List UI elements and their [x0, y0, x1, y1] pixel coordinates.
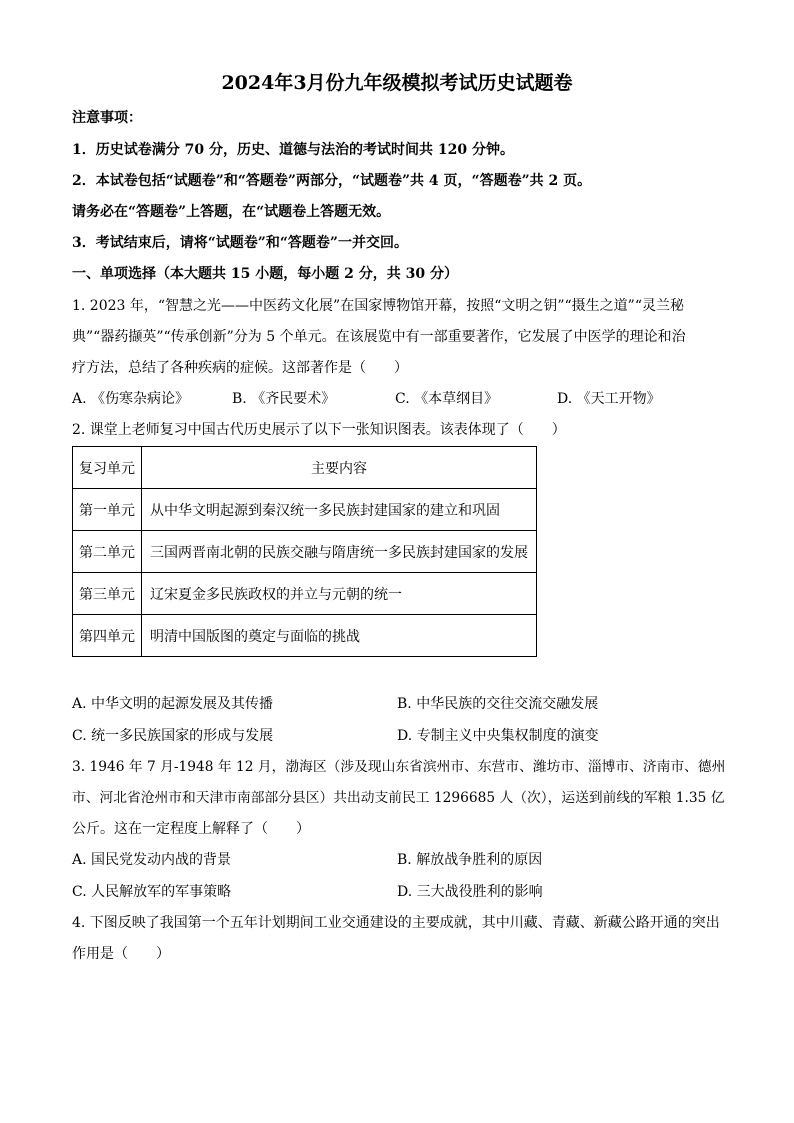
q4-stem-line-1: 4. 下图反映了我国第一个五年计划期间工业交通建设的主要成就，其中川藏、青藏、新藏公路开通的突出	[72, 915, 720, 931]
notice-item-2: 2．本试卷包括“试题卷”和“答题卷”两部分，“试题卷”共 4 页，“答题卷”共 2 页。	[72, 173, 592, 189]
table-cell-content: 三国两晋南北朝的民族交融与隋唐统一多民族封建国家的发展	[142, 531, 537, 573]
q3-stem-line-1: 3. 1946 年 7 月-1948 年 12 月，渤海区（涉及现山东省滨州市、东营市、潍坊市、淄博市、济南市、德州	[72, 759, 726, 775]
q3-option-b[interactable]: B. 解放战争胜利的原因	[397, 852, 543, 868]
q1-option-a[interactable]: A. 《伤寒杂病论》	[72, 391, 190, 407]
q4-stem-line-2: 作用是（ ）	[72, 946, 170, 962]
notice-heading: 注意事项：	[72, 110, 142, 126]
table-cell-content: 明清中国版图的奠定与面临的挑战	[142, 615, 537, 657]
table-header-content: 主要内容	[142, 447, 537, 489]
table-header-unit: 复习单元	[73, 447, 142, 489]
q2-option-b[interactable]: B. 中华民族的交往交流交融发展	[397, 696, 599, 712]
q3-option-c[interactable]: C. 人民解放军的军事策略	[72, 884, 232, 900]
table-row	[73, 573, 537, 615]
q1-stem-line-3: 疗方法，总结了各种疾病的症候。这部著作是（ ）	[72, 360, 408, 376]
q2-option-a[interactable]: A. 中华文明的起源发展及其传播	[72, 696, 274, 712]
table-row	[73, 531, 537, 573]
table-cell-unit: 第三单元	[73, 573, 142, 615]
q3-stem-line-3: 公斤。这在一定程度上解释了（ ）	[72, 821, 310, 837]
q1-option-b[interactable]: B. 《齐民要术》	[232, 391, 336, 407]
table-row	[73, 489, 537, 531]
table-cell-unit: 第二单元	[73, 531, 142, 573]
table-cell-unit: 第四单元	[73, 615, 142, 657]
notice-item-2-continued: 请务必在“答题卷”上答题，在“试题卷上答题无效。	[72, 204, 391, 220]
table-header-row	[73, 447, 537, 489]
notice-item-3: 3．考试结束后，请将“试题卷”和“答题卷”一并交回。	[72, 235, 408, 251]
table-cell-unit: 第一单元	[73, 489, 142, 531]
q1-stem-line-2: 典”“器药撷英”“传承创新”分为 5 个单元。在该展览中有一部重要著作，它发展了中医学的理论和治	[72, 329, 686, 345]
table-row	[73, 615, 537, 657]
q1-option-d[interactable]: D. 《天工开物》	[557, 391, 661, 407]
q2-option-c[interactable]: C. 统一多民族国家的形成与发展	[72, 728, 274, 744]
notice-item-1: 1．历史试卷满分 70 分，历史、道德与法治的考试时间共 120 分钟。	[72, 142, 514, 158]
review-units-table	[72, 446, 537, 657]
q2-stem: 2. 课堂上老师复习中国古代历史展示了以下一张知识图表。该表体现了（ ）	[72, 422, 566, 438]
q1-option-c[interactable]: C. 《本草纲目》	[395, 391, 499, 407]
section-heading: 一、单项选择（本大题共 15 小题，每小题 2 分，共 30 分）	[72, 266, 458, 282]
q3-option-d[interactable]: D. 三大战役胜利的影响	[397, 884, 543, 900]
q3-option-a[interactable]: A. 国民党发动内战的背景	[72, 852, 232, 868]
q3-stem-line-2: 市、河北省沧州市和天津市南部部分县区）共出动支前民工 1296685 人（次），运送到前线的军粮 1.35 亿	[72, 790, 725, 806]
q1-stem-line-1: 1. 2023 年，“智慧之光——中医药文化展”在国家博物馆开幕，按照“文明之钥”“摄生之道”“灵兰秘	[72, 298, 684, 314]
q2-option-d[interactable]: D. 专制主义中央集权制度的演变	[397, 728, 599, 744]
table-cell-content: 从中华文明起源到秦汉统一多民族封建国家的建立和巩固	[142, 489, 537, 531]
exam-title: 2024年3月份九年级模拟考试历史试题卷	[221, 72, 573, 94]
table-cell-content: 辽宋夏金多民族政权的并立与元朝的统一	[142, 573, 537, 615]
